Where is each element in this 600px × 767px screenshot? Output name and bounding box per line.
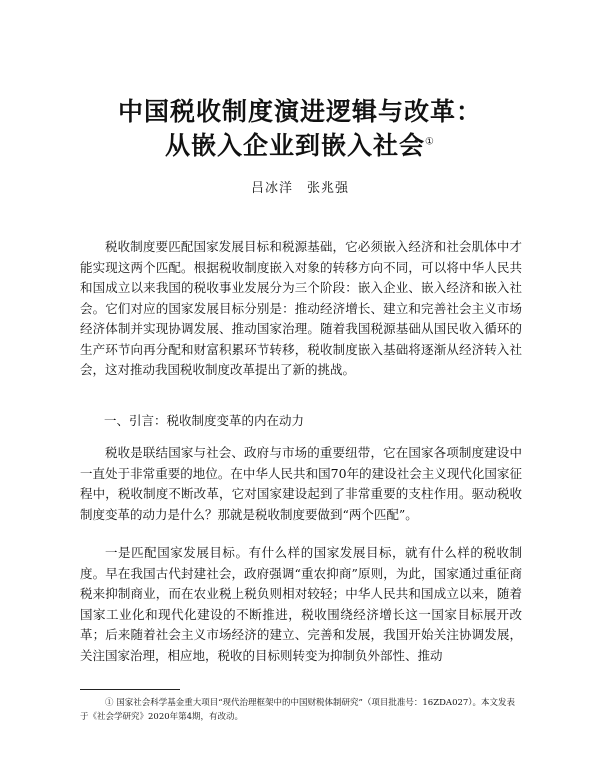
abstract: 税收制度要匹配国家发展目标和税源基础，它必须嵌入经济和社会肌体中才能实现这两个匹配。根据税收制度嵌入对象的转移方向不同，可以将中华人民共和国成立以来我国的税收事业发展分为三个阶段：嵌入企业、嵌入经济和嵌入社会。它们对应的国家发展目标分别是：推动经济增长、建立和完善社会主义市场经济体制并实现协调发展、推动国家治理。随着我国税源基础从国民收入循环的生产环节向再分配和财富积累环节转移，税收制度嵌入基础将逐渐从经济转入社会，这对推动我国税收制度改革提出了新的挑战。 [80, 239, 522, 377]
footnote: ① 国家社会科学基金重大项目“现代治理框架中的中国财税体制研究”（项目批准号：16ZDA027）。本文发表于《社会学研究》2020年第4期，有改动。 [80, 698, 516, 722]
body-paragraph-2: 一是匹配国家发展目标。有什么样的国家发展目标，就有什么样的税收制度。早在我国古代封建社会，政府强调“重农抑商”原则，为此，国家通过重征商税来抑制商业，而在农业税上税负则相对较轻；中华人民共和国成立以来，随着国家工业化和现代化建设的不断推进，税收围绕经济增长这一国家目标展开改革；后来随着社会主义市场经济的建立、完善和发展，我国开始关注协调发展，关注国家治理，相应地，税收的目标则转变为抑制负外部性、推动 [80, 545, 522, 663]
title-line-1: 中国税收制度演进逻辑与改革： [117, 97, 482, 126]
authors: 吕冰洋 张兆强 [250, 181, 349, 196]
body-paragraph-1: 税收是联结国家与社会、政府与市场的重要纽带，它在国家各项制度建设中一直处于非常重要的地位。在中华人民共和国70年的建设社会主义现代化国家征程中，税收制度不断改革，它对国家建设起到了非常重要的支柱作用。驱动税收制度变革的动力是什么？那就是税收制度要做到“两个匹配”。 [80, 445, 522, 522]
footnote-divider [80, 689, 180, 690]
title-line-2-text: 从嵌入企业到嵌入社会 [165, 131, 426, 160]
section-heading: 一、引言：税收制度变革的内在动力 [104, 413, 305, 428]
title-line-2 [0, 126, 600, 162]
title-footnote-mark: ① [425, 136, 435, 148]
